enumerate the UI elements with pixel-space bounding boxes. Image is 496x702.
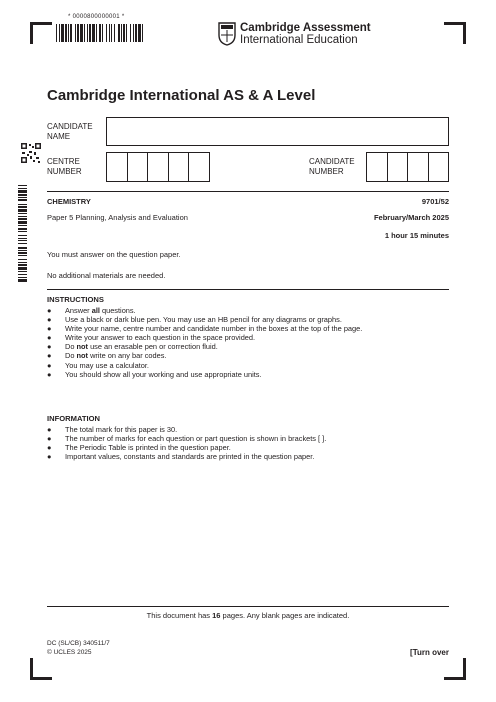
instruction-item: ● Do not write on any bar codes.: [47, 351, 167, 361]
corner-mark-br-h: [444, 677, 466, 680]
bullet-icon: ●: [47, 351, 52, 361]
copyright: © UCLES 2025: [47, 649, 92, 656]
top-barcode: [56, 24, 206, 42]
bullet-icon: ●: [47, 315, 52, 325]
bullet-icon: ●: [47, 452, 52, 462]
subject: CHEMISTRY: [47, 197, 91, 206]
instructions-list: [47, 306, 449, 379]
barcode-number: * 0000800000001 *: [68, 14, 125, 20]
page-title: Cambridge International AS & A Level: [47, 87, 316, 104]
bullet-icon: ●: [47, 342, 52, 352]
candidate-number-cell[interactable]: [367, 153, 387, 181]
centre-number-cell[interactable]: [127, 153, 148, 181]
information-item: ● The number of marks for each question or part question is shown in brackets [ ].: [47, 434, 327, 444]
information-item: ● Important values, constants and standards are printed in the question paper.: [47, 452, 315, 462]
instruction-item: ● You should show all your working and use appropriate units.: [47, 369, 262, 379]
bullet-icon: ●: [47, 434, 52, 444]
corner-mark-tl-h: [30, 22, 52, 25]
divider-top: [47, 191, 449, 192]
instruction-item: ● Do not use an erasable pen or correction fluid.: [47, 342, 218, 352]
session: February/March 2025: [373, 213, 449, 222]
crest-icon: [218, 22, 236, 46]
centre-number-field[interactable]: [106, 152, 210, 182]
candidate-number-cell[interactable]: [387, 153, 408, 181]
document-code: DC (SL/CB) 340511/7: [47, 640, 110, 647]
centre-number-cell[interactable]: [107, 153, 127, 181]
centre-number-cell[interactable]: [147, 153, 168, 181]
side-barcode: [18, 185, 27, 280]
information-item: ● The Periodic Table is printed in the question paper.: [47, 443, 231, 453]
candidate-name-field[interactable]: [106, 117, 449, 146]
bullet-icon: ●: [47, 443, 52, 453]
centre-number-cell[interactable]: [188, 153, 209, 181]
bullet-icon: ●: [47, 333, 52, 343]
information-list: [47, 425, 449, 461]
duration: 1 hour 15 minutes: [384, 231, 449, 240]
instruction-item: ● Write your name, centre number and candidate number in the boxes at the top of the page.: [47, 324, 363, 334]
divider-bottom: [47, 606, 449, 607]
instructions-heading: INSTRUCTIONS: [47, 295, 104, 304]
turn-over: [Turn over: [410, 648, 449, 657]
candidate-number-cell[interactable]: [428, 153, 449, 181]
information-heading: INFORMATION: [47, 414, 101, 423]
logo-line-2: International Education: [240, 34, 358, 46]
instruction-item: ● Use a black or dark blue pen. You may use an HB pencil for any diagrams or graphs.: [47, 315, 342, 325]
bullet-icon: ●: [47, 324, 52, 334]
corner-mark-tr-h: [444, 22, 466, 25]
bullet-icon: ●: [47, 425, 52, 434]
answer-note: You must answer on the question paper.: [47, 250, 181, 259]
logo-line-1: Cambridge Assessment: [240, 22, 371, 34]
instruction-item: ● Answer all questions.: [47, 306, 136, 315]
centre-number-cell[interactable]: [168, 153, 189, 181]
candidate-name-label: CANDIDATE NAME: [47, 122, 93, 141]
centre-number-label: CENTRE NUMBER: [47, 157, 82, 176]
candidate-number-field[interactable]: [366, 152, 449, 182]
materials-note: No additional materials are needed.: [47, 271, 166, 280]
bullet-icon: ●: [47, 360, 52, 370]
cambridge-logo: [218, 22, 371, 46]
instruction-item: ● You may use a calculator.: [47, 360, 149, 370]
candidate-number-label: CANDIDATE NUMBER: [309, 157, 355, 176]
instruction-item: ● Write your answer to each question in the space provided.: [47, 333, 256, 343]
corner-mark-tr: [463, 22, 466, 44]
page-count-note: This document has 16 pages. Any blank pages are indicated.: [146, 611, 350, 620]
corner-mark-tl: [30, 22, 33, 44]
information-item: ● The total mark for this paper is 30.: [47, 425, 178, 434]
candidate-number-cell[interactable]: [407, 153, 428, 181]
bullet-icon: ●: [47, 369, 52, 379]
qr-code: [21, 143, 41, 163]
divider-middle: [47, 289, 449, 290]
paper-title: Paper 5 Planning, Analysis and Evaluation: [47, 213, 188, 222]
paper-code: 9701/52: [421, 197, 449, 206]
bullet-icon: ●: [47, 306, 52, 315]
corner-mark-bl-h: [30, 677, 52, 680]
